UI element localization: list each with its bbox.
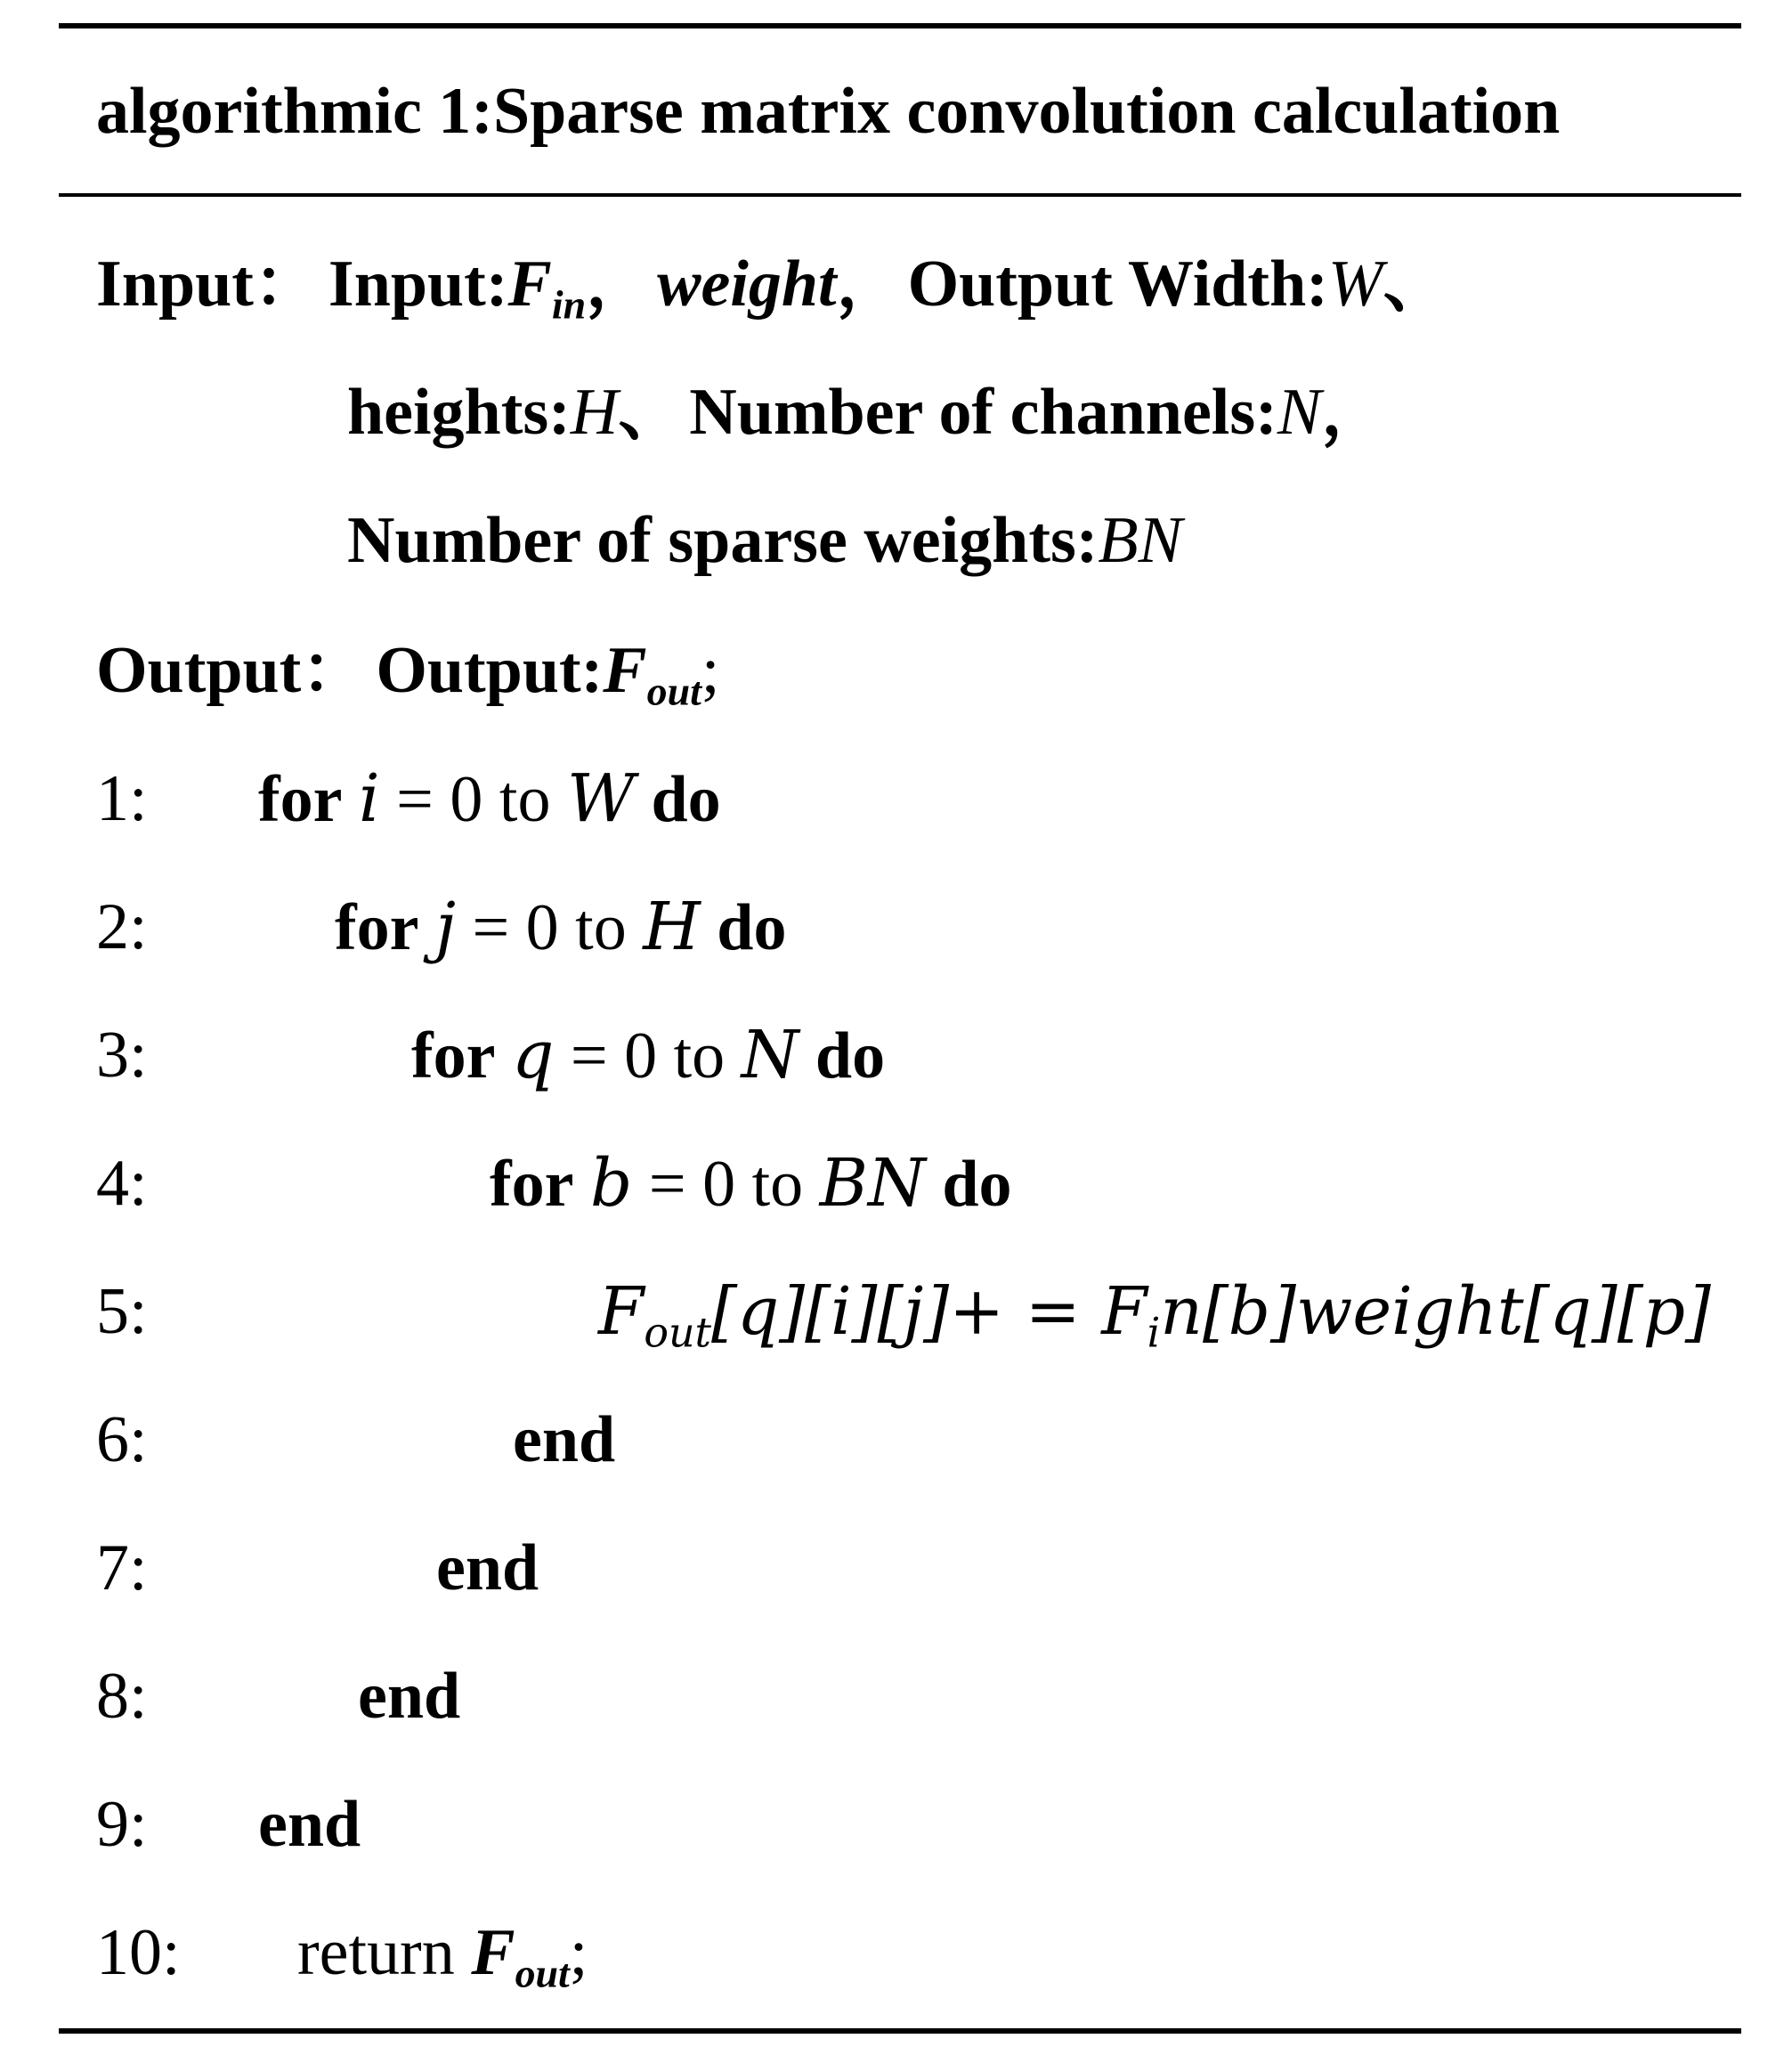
loop-range: = 0 to: [554, 1019, 742, 1092]
expr-f-out: F: [598, 1273, 645, 1350]
output-end: ;: [701, 634, 720, 707]
step-number: 10:: [96, 1916, 181, 1989]
expr-f-out-sub: out: [644, 1308, 711, 1357]
keyword-do: do: [717, 891, 787, 964]
step-body: [490, 1145, 1012, 1222]
step-number: 6:: [96, 1403, 148, 1476]
input-var-f-sub: in: [551, 281, 587, 328]
input-heights: heights:: [347, 376, 571, 449]
loop-range: = 0 to: [632, 1148, 820, 1221]
step-number: 7:: [96, 1531, 148, 1604]
output-text: Output:: [376, 634, 604, 707]
loop-var: q: [512, 1017, 555, 1093]
keyword-do: do: [651, 763, 721, 836]
output-var-f: F: [603, 634, 647, 707]
keyword-do: do: [942, 1148, 1012, 1221]
input-sparse-weights: Number of sparse weights:: [347, 504, 1099, 577]
step-body: [598, 1273, 1711, 1357]
input-var-w: W: [1327, 248, 1383, 321]
input-var-h: H: [570, 376, 619, 449]
step-number: 4:: [96, 1147, 148, 1220]
loop-var: i: [359, 760, 380, 837]
input-text: Input:: [328, 248, 508, 321]
keyword-end: end: [436, 1531, 539, 1604]
return-end: ;: [569, 1916, 588, 1989]
keyword-end: end: [358, 1660, 461, 1733]
input-line-3: [347, 504, 1182, 577]
input-sep-5: ，: [1321, 376, 1388, 449]
keyword-for: for: [258, 763, 343, 836]
step-number: 9:: [96, 1788, 148, 1861]
input-sep-2: ，: [836, 248, 903, 321]
input-var-bn: BN: [1098, 504, 1182, 577]
step-body: [258, 760, 721, 837]
loop-limit: N: [741, 1017, 799, 1093]
input-line-1: [96, 248, 1449, 328]
keyword-end: end: [258, 1788, 361, 1861]
expr-f-in: F: [1101, 1273, 1147, 1350]
loop-limit: BN: [819, 1145, 926, 1222]
loop-range: = 0 to: [455, 891, 644, 964]
step-number: 8:: [96, 1660, 148, 1733]
return-var-f: F: [471, 1916, 515, 1989]
expr-rhs: n[b]weight[q][p]: [1160, 1273, 1711, 1350]
output-line: [96, 634, 720, 714]
step-body: [411, 1017, 886, 1093]
step-number: 3:: [96, 1019, 148, 1092]
input-label: Input：: [96, 248, 320, 321]
input-sep-1: ，: [586, 248, 653, 321]
output-var-f-sub: out: [646, 668, 701, 714]
keyword-return: return: [297, 1916, 455, 1989]
expr-f-in-sub: i: [1147, 1308, 1161, 1357]
step-number: 2:: [96, 890, 148, 963]
loop-range: = 0 to: [379, 763, 567, 836]
keyword-do: do: [815, 1019, 886, 1092]
expr-lhs: [q][i][j]+ =: [710, 1273, 1102, 1350]
step-body: [297, 1916, 588, 1996]
loop-limit: W: [566, 760, 636, 837]
loop-var: j: [435, 889, 456, 965]
top-rule: [59, 23, 1741, 28]
keyword-for: for: [411, 1019, 496, 1092]
loop-var: b: [590, 1145, 633, 1222]
header-rule: [59, 193, 1741, 197]
input-sep-4: 、: [618, 376, 685, 449]
loop-limit: H: [643, 889, 701, 965]
step-body: [335, 889, 787, 965]
input-output-width: Output Width:: [907, 248, 1328, 321]
input-var-f: F: [507, 248, 552, 321]
keyword-end: end: [513, 1403, 616, 1476]
input-weight: weight: [657, 248, 837, 321]
algorithm-title: algorithmic 1:Sparse matrix convolution calculation: [96, 75, 1561, 148]
bottom-rule: [59, 2028, 1741, 2034]
input-var-n: N: [1277, 376, 1322, 449]
keyword-for: for: [490, 1148, 574, 1221]
keyword-for: for: [335, 891, 419, 964]
input-sep-3: 、: [1383, 248, 1449, 321]
step-number: 5:: [96, 1275, 148, 1348]
step-number: 1:: [96, 762, 148, 835]
input-line-2: [347, 376, 1388, 449]
output-label: Output：: [96, 634, 368, 707]
return-var-f-sub: out: [515, 1950, 570, 1996]
input-channels: Number of channels:: [689, 376, 1277, 449]
